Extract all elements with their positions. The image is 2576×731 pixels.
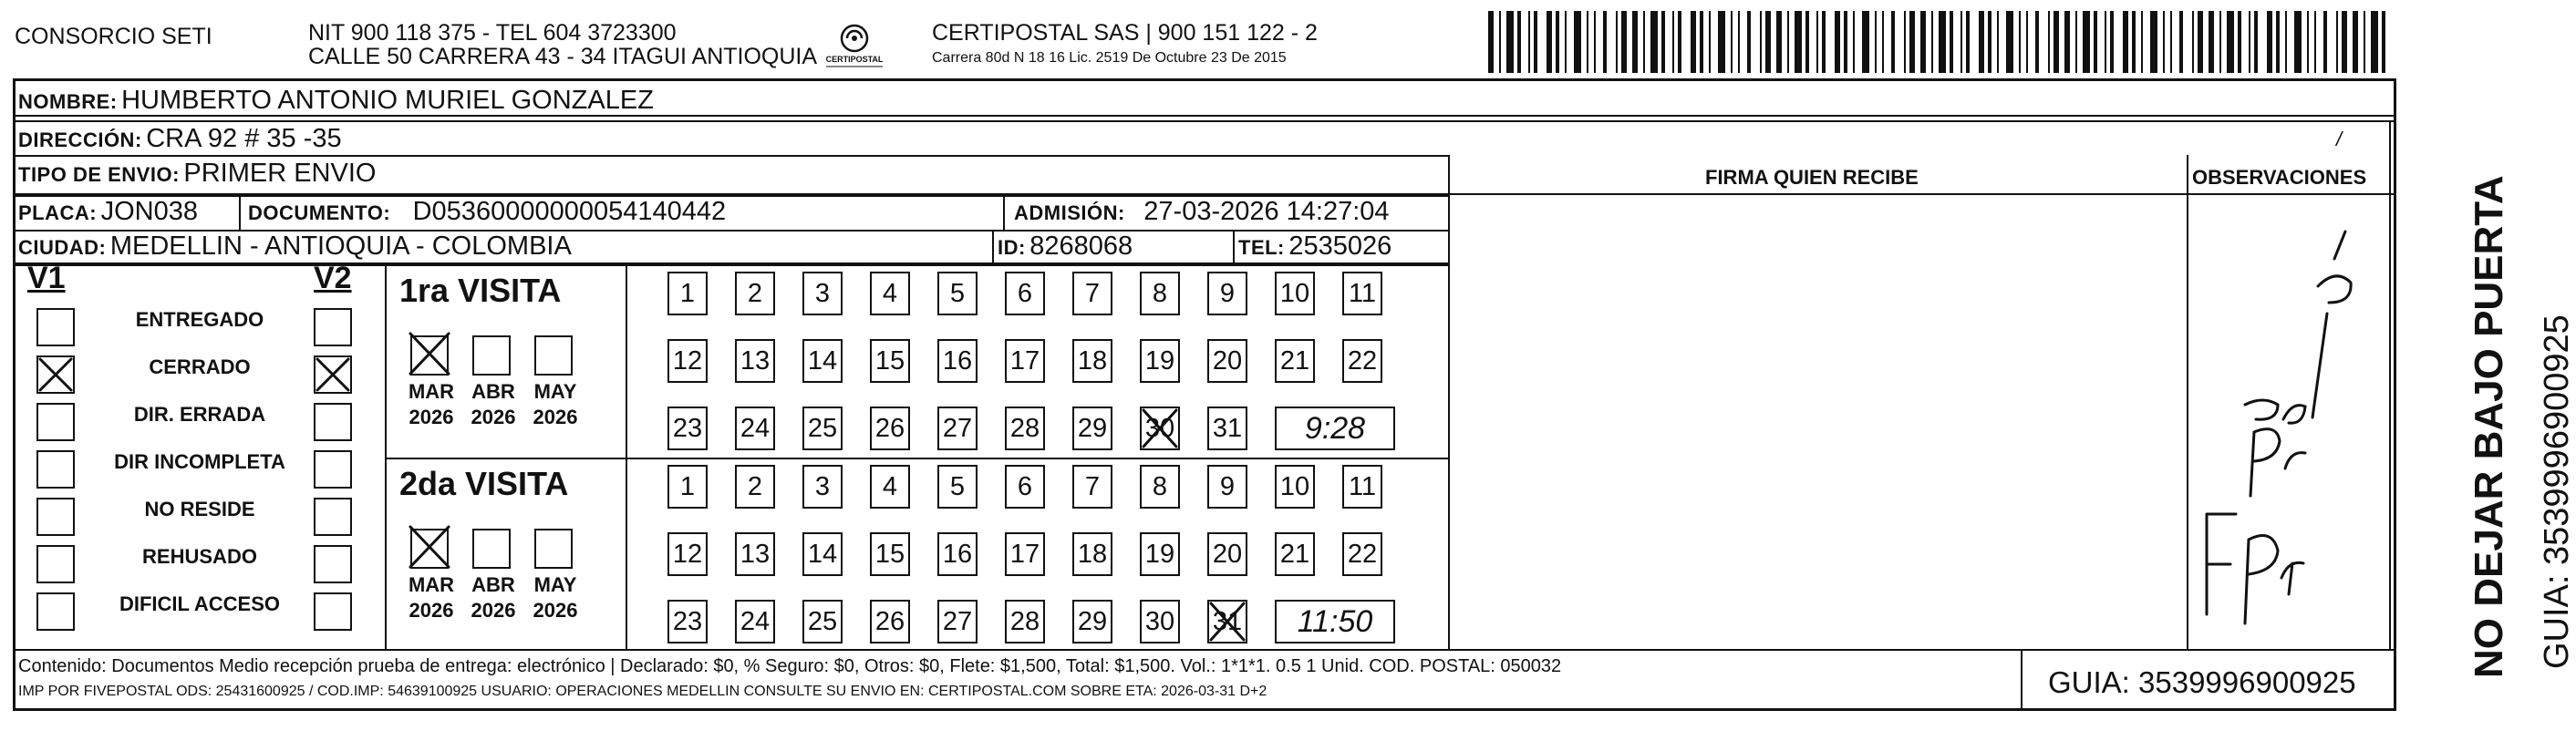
visit1-day-box[interactable]: 14 [802,339,843,383]
visit1-month-label: MAR [408,380,455,403]
visit2-day-box[interactable]: 12 [667,532,708,576]
barcode-bar [1517,11,1521,73]
barcode-bar [1506,11,1514,73]
barcode-bar [1534,11,1537,73]
visit1-day-box[interactable]: 10 [1275,272,1315,315]
ciudad-row [18,232,572,262]
barcode-bar [2314,11,2316,73]
barcode-bar [2371,11,2378,73]
address-line: CALLE 50 CARRERA 43 - 34 ITAGUI ANTIOQUIA [308,44,818,69]
barcode-bar [1603,11,1607,73]
side-guia-text: GUIA: 3539996900925 [2538,314,2576,669]
visit1-year-label: 2026 [471,406,516,428]
barcode-bar [1632,11,1638,73]
visit2-day-box[interactable]: 24 [735,600,775,643]
barcode-bar [1738,11,1740,73]
barcode-bar [2110,11,2114,73]
barcode-bar [2150,11,2157,73]
barcode-bar [2198,11,2203,73]
barcode-bar [1547,11,1552,73]
barcode-bar [1904,11,1906,73]
barcode-bar [1939,11,1946,73]
visit1-day-box[interactable]: 17 [1005,339,1045,383]
status-label-4: NO RESIDE [144,498,255,520]
barcode-bar [1760,11,1762,73]
visit1-day-box[interactable]: 13 [735,339,775,383]
status-v2-checkbox[interactable] [314,450,352,489]
visit2-day-box[interactable]: 25 [802,600,843,643]
barcode-bar [1875,11,1877,73]
visit1-day-box[interactable]: 4 [870,272,910,315]
barcode-bar [2209,11,2214,73]
barcode-bar [1966,11,1970,73]
barcode-bar [2141,11,2143,73]
visit2-day-box[interactable]: 27 [937,600,978,643]
visit2-month-label: MAR [408,573,455,596]
admision-value: 27-03-2026 14:27:04 [1143,197,1390,226]
barcode-bar [2285,11,2287,73]
visit2-day-box[interactable]: 1 [667,465,708,509]
visit1-day-box[interactable]: 23 [667,407,708,450]
svg-text:CERTIPOSTAL: CERTIPOSTAL [825,55,884,64]
tipo-row [18,159,376,189]
company-name: CONSORCIO SETI [15,24,212,49]
visit2-day-box[interactable]: 14 [802,532,843,576]
barcode-bar [1587,11,1588,73]
barcode-bar [2238,11,2241,73]
visit1-day-box[interactable]: 20 [1207,339,1247,383]
visit2-year-label: 2026 [471,599,516,622]
ciudad-label: CIUDAD: [18,236,107,259]
visit1-day-box[interactable]: 6 [1005,272,1045,315]
barcode-bar [1787,11,1789,73]
direccion-mark: / [2336,128,2343,150]
admision-row [1014,197,1390,227]
status-v1-checkbox[interactable] [36,545,75,583]
barcode-bar [1488,11,1494,73]
visit1-day-box[interactable]: 18 [1072,339,1112,383]
barcode-bar [1678,11,1681,73]
visit1-day-box[interactable]: 8 [1140,272,1180,315]
v1-label: V1 [27,261,66,295]
visit2-day-box[interactable]: 5 [937,465,978,509]
barcode-bar [1862,11,1869,73]
barcode-bar [1853,11,1855,73]
visit2-month-label: ABR [471,573,515,596]
visit1-day-box[interactable]: 2 [735,272,775,315]
status-v2-checkbox[interactable] [314,403,352,441]
barcode-bar [1709,11,1711,73]
barcode-bar [2064,11,2070,73]
barcode-bar [2353,11,2358,73]
nombre-value: HUMBERTO ANTONIO MURIEL GONZALEZ [121,86,654,115]
visit1-day-box[interactable]: 15 [870,339,910,383]
status-label-1: CERRADO [149,355,251,378]
barcode-bar [2083,11,2090,73]
visit1-year-label: 2026 [533,406,578,428]
barcode [1488,11,2391,73]
visit2-day-box[interactable]: 11 [1342,465,1382,509]
barcode-bar [1960,11,1962,73]
barcode-bar [1718,11,1725,73]
barcode-bar [1747,11,1751,73]
status-v1-checkbox[interactable] [36,592,75,631]
v2-label: V2 [314,261,352,295]
barcode-bar [2249,11,2250,73]
visit2-day-box[interactable]: 19 [1140,532,1180,576]
visit1-day-box[interactable]: 5 [937,272,978,315]
barcode-bar [2105,11,2106,73]
nombre-row [18,86,654,116]
barcode-bar [1816,11,1818,73]
ciudad-value: MEDELLIN - ANTIOQUIA - COLOMBIA [109,232,572,261]
visit2-day-box[interactable]: 7 [1072,465,1112,509]
status-v2-checkbox[interactable] [314,308,352,346]
visit2-day-box[interactable]: 26 [870,600,910,643]
visit1-year-label: 2026 [409,406,454,428]
barcode-bar [1835,11,1840,73]
barcode-bar [2006,11,2013,73]
barcode-bar [1565,11,1567,73]
visit1-day-box[interactable]: 16 [937,339,978,383]
barcode-bar [2342,11,2347,73]
barcode-bar [2054,11,2059,73]
status-v2-checkbox[interactable] [314,592,352,631]
barcode-bar [1643,11,1645,73]
visit2-month-checkbox-mar[interactable] [410,529,449,569]
documento-row [248,197,726,227]
barcode-bar [2336,11,2338,73]
visit2-day-box[interactable]: 29 [1072,600,1112,643]
visit1-day-box[interactable]: 24 [735,407,775,450]
direccion-label: DIRECCIÓN: [18,129,142,151]
visit2-day-box[interactable]: 16 [937,532,978,576]
barcode-bar [2048,11,2050,73]
visit2-day-box[interactable]: 22 [1342,532,1382,576]
barcode-bar [1528,11,1530,73]
status-v1-checkbox[interactable] [36,355,75,394]
visit1-day-box[interactable]: 30 [1140,407,1180,450]
visit2-day-box[interactable]: 20 [1207,532,1247,576]
status-label-5: REHUSADO [142,545,257,568]
barcode-bar [1909,11,1915,73]
barcode-bar [1574,11,1581,73]
footer-imp-line: IMP POR FIVEPOSTAL ODS: 25431600925 / COD.IMP: 54639100925 USUARIO: OPERACIONES MEDELLIN CONSULTE SU ENVIO EN: CERTIPOSTAL.COM SOBRE ETA: 2026-03-31 D+2 [18,684,1267,699]
id-row [998,232,1133,262]
barcode-bar [1891,11,1895,73]
barcode-bar [2019,11,2021,73]
barcode-bar [2227,11,2234,73]
visit2-day-box[interactable]: 3 [802,465,843,509]
tel-row [1238,232,1391,262]
status-v2-checkbox[interactable] [314,545,352,583]
barcode-bar [1672,11,1674,73]
barcode-bar [1594,11,1596,73]
tel-value: 2535026 [1288,232,1392,261]
id-label: ID: [998,236,1026,259]
visit2-month-checkbox-may[interactable] [534,529,573,569]
visit1-time-box[interactable]: 9:28 [1275,407,1395,450]
barcode-bar [2179,11,2183,73]
visit2-title: 2da VISITA [399,465,569,502]
visit2-time-box[interactable]: 11:50 [1275,600,1395,643]
barcode-bar [2323,11,2327,73]
visit2-day-box[interactable]: 28 [1005,600,1045,643]
visit1-day-box[interactable]: 28 [1005,407,1045,450]
barcode-bar [1765,11,1771,73]
admision-label: ADMISIÓN: [1014,201,1125,224]
barcode-bar [1844,11,1847,73]
nombre-label: NOMBRE: [18,90,118,113]
certipostal-name: CERTIPOSTAL SAS | 900 151 122 - 2 [932,20,1318,46]
direccion-row [18,124,342,154]
visit2-day-box[interactable]: 13 [735,532,775,576]
visit1-day-box[interactable]: 12 [667,339,708,383]
barcode-bar [2267,11,2272,73]
observaciones-header: OBSERVACIONES [2192,166,2367,189]
footer-contenido: Contenido: Documentos Medio recepción prueba de entrega: electrónico | Declarado: $0, % Seguro: $0, Otros: $0, Flete: $1,500, Total: $1,500. Vol.: 1*1*1. 0.5 1 Unid. COD. POSTAL: 050032 [18,656,1562,676]
barcode-bar [2219,11,2221,73]
barcode-bar [1950,11,1953,73]
barcode-bar [1691,11,1696,73]
visit2-day-box[interactable]: 30 [1140,600,1180,643]
visit2-day-box[interactable]: 6 [1005,465,1045,509]
barcode-bar [1920,11,1926,73]
visit1-day-box[interactable]: 26 [870,407,910,450]
visit1-month-label: MAY [533,380,577,403]
observaciones-handwriting [2190,195,2387,647]
barcode-bar [2254,11,2258,73]
direccion-value: CRA 92 # 35 -35 [146,124,342,153]
barcode-bar [1700,11,1703,73]
barcode-bar [1805,11,1809,73]
barcode-bar [1997,11,1999,73]
visit2-day-box[interactable]: 18 [1072,532,1112,576]
status-label-2: DIR. ERRADA [133,403,266,426]
visit2-day-box[interactable]: 17 [1005,532,1045,576]
barcode-bar [2276,11,2280,73]
barcode-bar [2170,11,2172,73]
visit2-month-checkbox-abr[interactable] [472,529,511,569]
visit1-day-box[interactable]: 7 [1072,272,1112,315]
barcode-bar [1661,11,1665,73]
visit2-month-label: MAY [533,573,577,596]
documento-label: DOCUMENTO: [248,201,391,224]
barcode-bar [2035,11,2039,73]
visit2-day-box[interactable]: 15 [870,532,910,576]
visit2-day-box[interactable]: 31 [1207,600,1247,643]
barcode-bar [1776,11,1782,73]
barcode-bar [1556,11,1559,73]
barcode-bar [2192,11,2194,73]
status-v1-checkbox[interactable] [36,450,75,489]
placa-label: PLACA: [18,201,98,224]
status-v2-checkbox[interactable] [314,355,352,394]
visit2-day-box[interactable]: 23 [667,600,708,643]
visit1-month-checkbox-mar[interactable] [410,335,449,376]
id-value: 8268068 [1029,232,1133,261]
barcode-bar [1795,11,1802,73]
visit1-day-box[interactable]: 31 [1207,407,1247,450]
placa-value: JON038 [100,197,198,226]
side-vertical-text [2404,128,2576,693]
barcode-bar [2123,11,2128,73]
status-v2-checkbox[interactable] [314,498,352,536]
visit2-day-box[interactable]: 8 [1140,465,1180,509]
placa-row [18,197,198,227]
visit1-day-box[interactable]: 11 [1342,272,1382,315]
visit1-month-label: ABR [471,380,515,403]
barcode-bar [1931,11,1933,73]
barcode-bar [2382,11,2385,73]
barcode-bar [1882,11,1884,73]
barcode-bar [2094,11,2097,73]
visit2-day-box[interactable]: 2 [735,465,775,509]
visit1-day-box[interactable]: 27 [937,407,978,450]
visit2-day-box[interactable]: 9 [1207,465,1247,509]
barcode-bar [1621,11,1627,73]
barcode-bar [2132,11,2136,73]
visit1-month-checkbox-may[interactable] [534,335,573,376]
visit1-day-box[interactable]: 1 [667,272,708,315]
visit1-day-box[interactable]: 3 [802,272,843,315]
barcode-bar [1822,11,1826,73]
tipo-value: PRIMER ENVIO [183,159,377,188]
barcode-bar [1979,11,1984,73]
tel-label: TEL: [1238,236,1285,259]
barcode-bar [2294,11,2302,73]
barcode-bar [1499,11,1501,73]
visit1-day-box[interactable]: 25 [802,407,843,450]
side-main-text: NO DEJAR BAJO PUERTA [2467,175,2511,678]
status-label-6: DIFICIL ACCESO [119,592,280,615]
visit1-title: 1ra VISITA [399,272,562,309]
footer-guia: GUIA: 3539996900925 [2048,665,2356,699]
visit2-day-box[interactable]: 10 [1275,465,1315,509]
status-label-3: DIR INCOMPLETA [114,450,285,473]
barcode-bar [2307,11,2309,73]
tipo-label: TIPO DE ENVIO: [18,163,180,186]
visit2-year-label: 2026 [409,599,454,622]
barcode-bar [1731,11,1733,73]
barcode-bar [1988,11,1991,73]
visit1-day-box[interactable]: 19 [1140,339,1180,383]
visit2-year-label: 2026 [533,599,578,622]
visit1-day-box[interactable]: 21 [1275,339,1315,383]
visit1-day-box[interactable]: 9 [1207,272,1247,315]
barcode-bar [1616,11,1618,73]
documento-value: D05360000000054140442 [412,197,727,226]
certipostal-logo [819,18,890,73]
visit2-day-box[interactable]: 21 [1275,532,1315,576]
status-v1-checkbox[interactable] [36,308,75,346]
barcode-bar [2026,11,2028,73]
visit1-day-box[interactable]: 22 [1342,339,1382,383]
nit-line: NIT 900 118 375 - TEL 604 3723300 [308,20,677,46]
status-v1-checkbox[interactable] [36,403,75,441]
barcode-bar [2364,11,2365,73]
visit1-month-checkbox-abr[interactable] [472,335,511,376]
firma-header: FIRMA QUIEN RECIBE [1705,166,1919,189]
visit2-day-box[interactable]: 4 [870,465,910,509]
status-v1-checkbox[interactable] [36,498,75,536]
barcode-bar [2163,11,2165,73]
barcode-bar [1650,11,1658,73]
visit1-day-box[interactable]: 29 [1072,407,1112,450]
certipostal-license: Carrera 80d N 18 16 Lic. 2519 De Octubre 23 De 2015 [932,50,1287,66]
barcode-bar [2075,11,2077,73]
status-label-0: ENTREGADO [135,308,264,331]
